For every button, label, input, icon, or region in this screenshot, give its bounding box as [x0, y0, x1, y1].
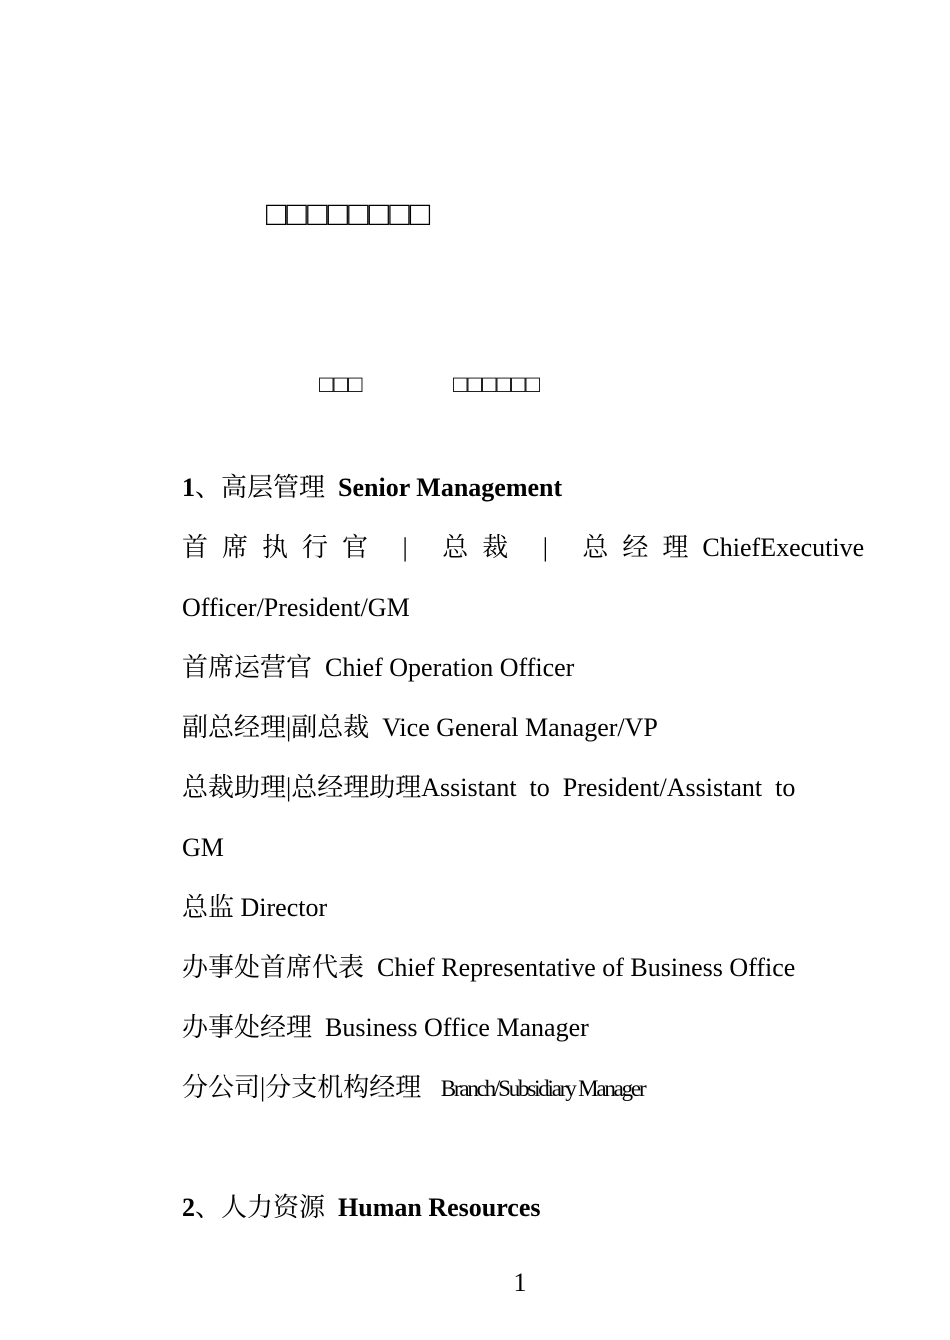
- list-item: [182, 878, 872, 938]
- document-subtitle-left: □□□: [319, 372, 363, 398]
- item-title-zh: 首席运营官: [182, 653, 313, 682]
- list-item: [182, 1058, 872, 1118]
- list-item: [182, 938, 872, 998]
- item-title-en: Business Office Manager: [325, 1013, 589, 1042]
- item-title-zh: 总监: [182, 893, 235, 922]
- list-item: [182, 638, 872, 698]
- page-number: 1: [513, 1268, 527, 1297]
- item-title-zh: 副总经理|副总裁: [182, 713, 370, 742]
- item-title-en: Director: [240, 893, 328, 922]
- list-item-continuation: [182, 818, 872, 878]
- item-title-en-part1: Chief: [702, 533, 761, 562]
- item-title-en-part2: Executive: [760, 533, 865, 562]
- item-title-en: Assistant to President/Assistant to: [421, 773, 796, 802]
- spacer: [182, 1118, 872, 1178]
- section-title-zh: 人力资源: [221, 1193, 326, 1222]
- list-item: [182, 998, 872, 1058]
- list-item: [182, 518, 865, 578]
- item-title-zh: 分公司|分支机构经理: [182, 1073, 422, 1102]
- item-title-en: Chief Operation Officer: [325, 653, 575, 682]
- section-heading: [182, 458, 872, 518]
- item-title-zh: 首席执行官 | 总裁 | 总经理: [182, 533, 703, 562]
- item-title-en-continued: GM: [182, 833, 224, 862]
- item-title-zh: 办事处经理: [182, 1013, 313, 1042]
- item-title-en: Chief Representative of Business Office: [377, 953, 796, 982]
- section-separator: 、: [195, 1193, 222, 1222]
- item-title-en-continued: Officer/President/GM: [182, 593, 410, 622]
- list-item: [182, 698, 872, 758]
- section-number: 1: [182, 473, 195, 502]
- document-body: [182, 458, 872, 1238]
- item-title-zh: 总裁助理|总经理助理: [182, 773, 422, 802]
- list-item: [182, 758, 872, 818]
- document-subtitle-right: □□□□□□: [453, 372, 540, 398]
- item-title-en: Vice General Manager/VP: [382, 713, 658, 742]
- item-title-zh: 办事处首席代表: [182, 953, 365, 982]
- item-title-en: Branch/Subsidiary Manager: [440, 1076, 645, 1101]
- section-title-zh: 高层管理: [221, 473, 326, 502]
- section-heading: [182, 1178, 872, 1238]
- section-title-en: Human Resources: [338, 1193, 541, 1222]
- list-item-continuation: [182, 578, 872, 638]
- section-title-en: Senior Management: [338, 473, 563, 502]
- document-title: □□□□□□□□: [266, 196, 431, 233]
- section-separator: 、: [195, 473, 222, 502]
- section-number: 2: [182, 1193, 195, 1222]
